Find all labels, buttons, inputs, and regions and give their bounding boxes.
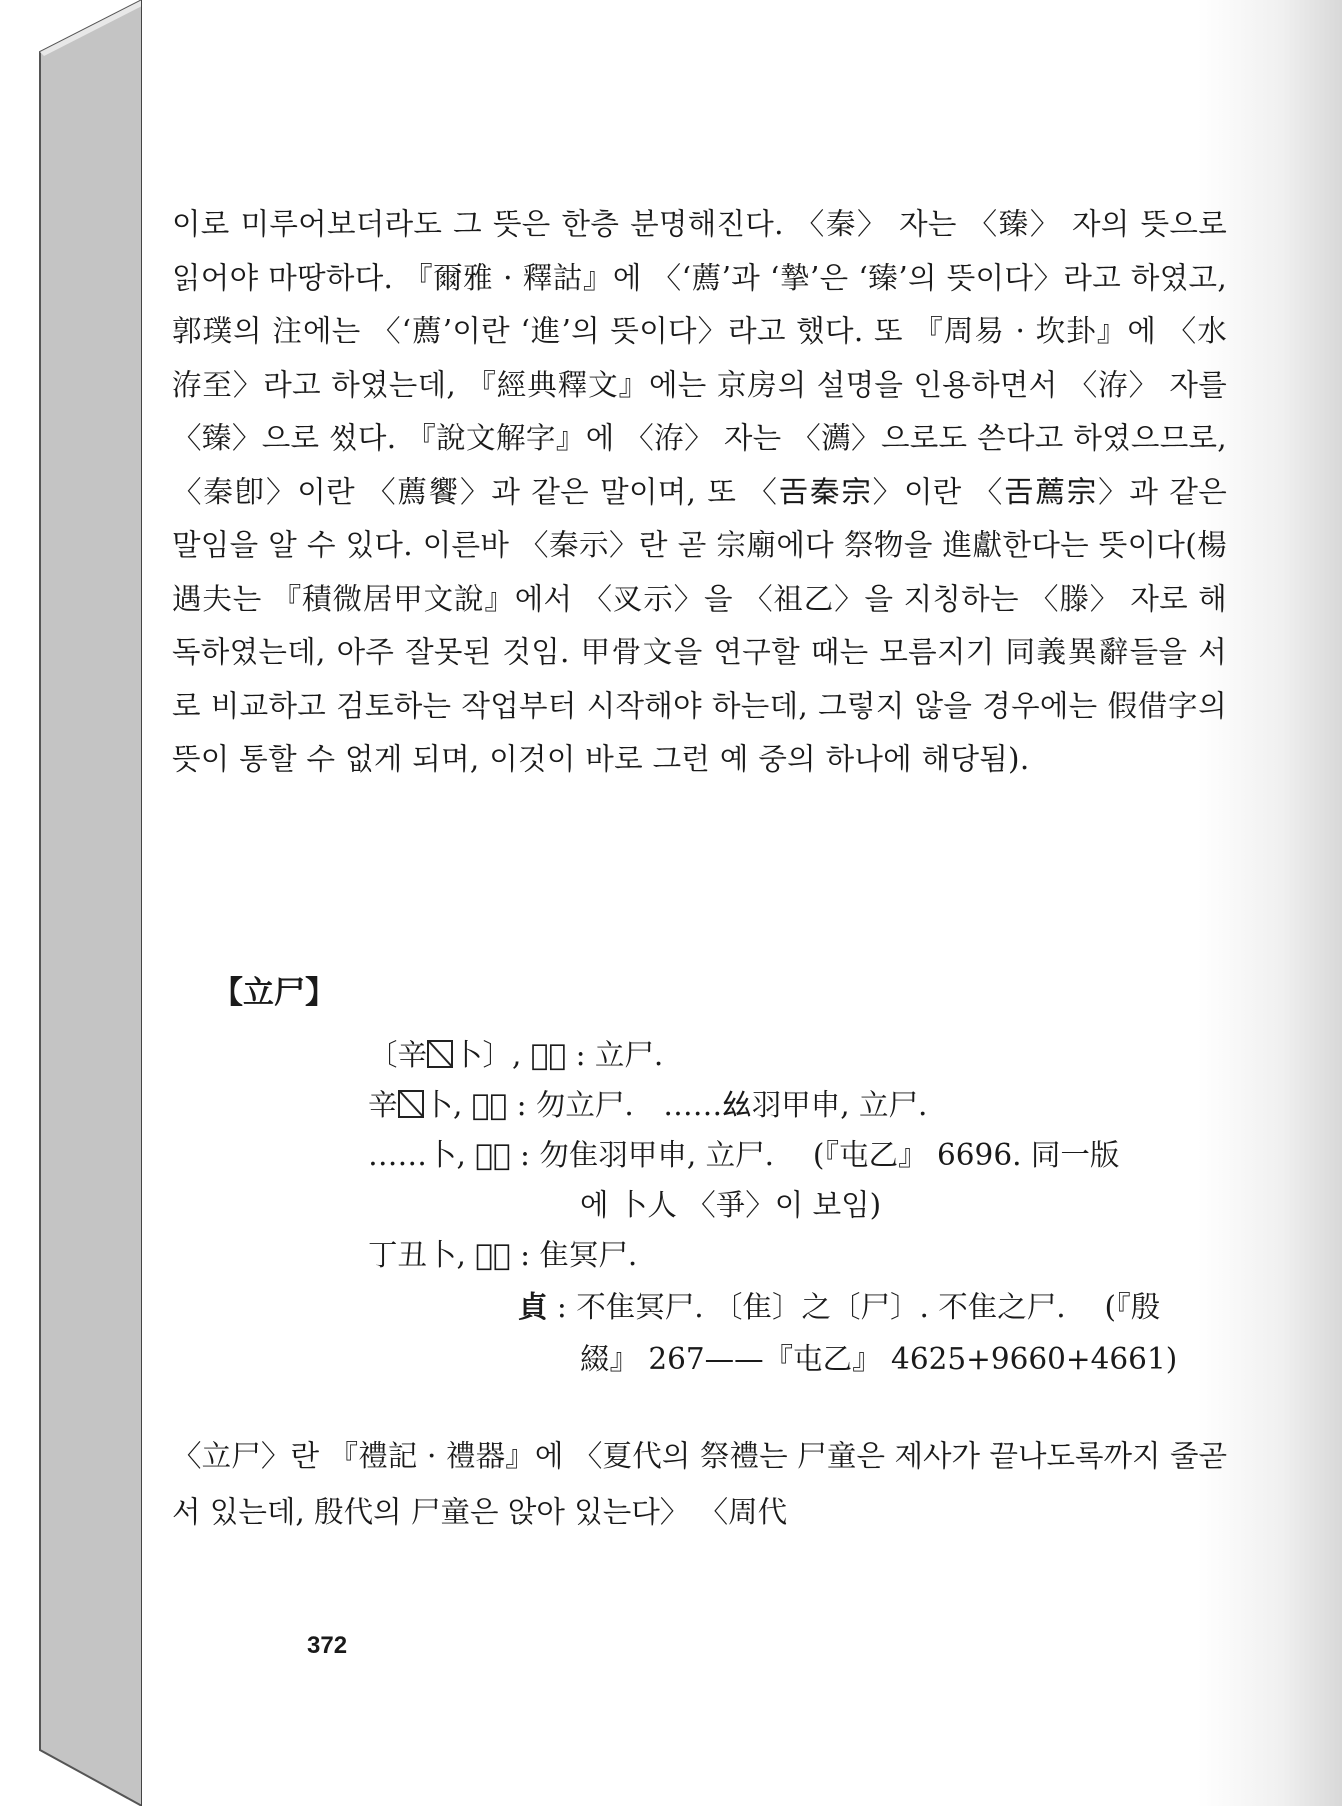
entry-text: 立尸. <box>594 1038 664 1072</box>
inscription-entry: 貞 : 不隹冥尸. 〔隹〕之〔尸〕. 不隹之尸. (『殷 <box>518 1289 1161 1324</box>
inscription-entry: ……卜, 𡧊貞 : 勿隹羽甲申, 立尸. (『屯乙』 6696. 同一版 <box>368 1137 1120 1172</box>
entry-text: 隹冥尸. <box>539 1238 638 1272</box>
entry-prefix: 貞 <box>518 1289 548 1324</box>
following-paragraph <box>172 1428 1227 1540</box>
paragraph-1: 이로 미루어보더라도 그 뜻은 한층 분명해진다. 〈秦〉 자는 〈臻〉 자의 뜻으로 읽어야 마땅하다. 『爾雅 · 釋詁』에 〈‘薦’과 ‘摯’은 ‘臻’의 뜻이다〉라고 하였고, 郭璞의 注에는 〈‘薦’이란 ‘進’의 뜻이다〉라고 했다. 또 『周易 · 坎卦』에 〈水洊至〉라고 하였는데, 『經典釋文』에는 京房의 설명을 인용하면서 〈洊〉 자를 〈臻〉으로 썼다. 『說文解字』에 〈洊〉 자는 〈瀳〉으로도 쓴다고 하였으므로, 〈秦卽〉이란 〈薦饗〉과 같은 말이며, 또 〈𢀛秦宗〉이란 〈𢀛薦宗〉과 같은 말임을 알 수 있다. 이른바 〈秦示〉란 곧 宗廟에다 祭物을 進獻한다는 뜻이다(楊遇夫는 『積微居甲文說』에서 〈㕚示〉을 〈祖乙〉을 지칭하는 〈滕〉 자로 해독하였는데, 아주 잘못된 것임. 甲骨文을 연구할 때는 모름지기 同義異辭들을 서로 비교하고 검토하는 작업부터 시작해야 하는데, 그렇지 않을 경우에는 假借字의 뜻이 통할 수 없게 되며, 이것이 바로 그런 예 중의 하나에 해당됨). <box>172 207 1227 776</box>
missing-char-icon <box>398 1090 424 1118</box>
entry-text: 不隹冥尸. 〔隹〕之〔尸〕. 不隹之尸. (『殷 <box>576 1290 1161 1324</box>
entry-prefix: 丁丑卜, 𡧊貞 <box>368 1237 511 1272</box>
book-edge-illustration <box>0 0 160 1806</box>
inscription-entry: 丁丑卜, 𡧊貞 : 隹冥尸. <box>368 1237 638 1272</box>
missing-char-icon <box>427 1040 453 1068</box>
entry-prefix: 〔辛 卜〕, 𡧊貞 <box>368 1037 567 1072</box>
entry-prefix: ……卜, 𡧊貞 <box>368 1137 511 1172</box>
inscription-entry: 辛 卜, 𡧊貞 : 勿立尸. ……𢆶羽甲申, 立尸. <box>368 1087 928 1122</box>
section-title: 【立尸】 <box>212 975 336 1011</box>
entry-text: 勿隹羽甲申, 立尸. (『屯乙』 6696. 同一版 <box>539 1138 1120 1172</box>
main-paragraph <box>172 198 1227 787</box>
page-number: 372 <box>307 1632 348 1659</box>
entry-text: 勿立尸. ……𢆶羽甲申, 立尸. <box>535 1088 928 1122</box>
entry-continuation: 에 卜人 〈爭〉이 보임) <box>580 1188 882 1222</box>
inscription-entry: 〔辛 卜〕, 𡧊貞 : 立尸. <box>368 1037 664 1072</box>
entry-prefix: 辛 卜, 𡧊貞 <box>368 1087 508 1122</box>
paragraph-2: 〈立尸〉란 『禮記 · 禮器』에 〈夏代의 祭禮는 尸童은 제사가 끝나도록까지 줄곧 서 있는데, 殷代의 尸童은 앉아 있는다〉 〈周代 <box>172 1439 1227 1529</box>
entry-continuation: 綴』 267——『屯乙』 4625+9660+4661) <box>580 1342 1178 1376</box>
